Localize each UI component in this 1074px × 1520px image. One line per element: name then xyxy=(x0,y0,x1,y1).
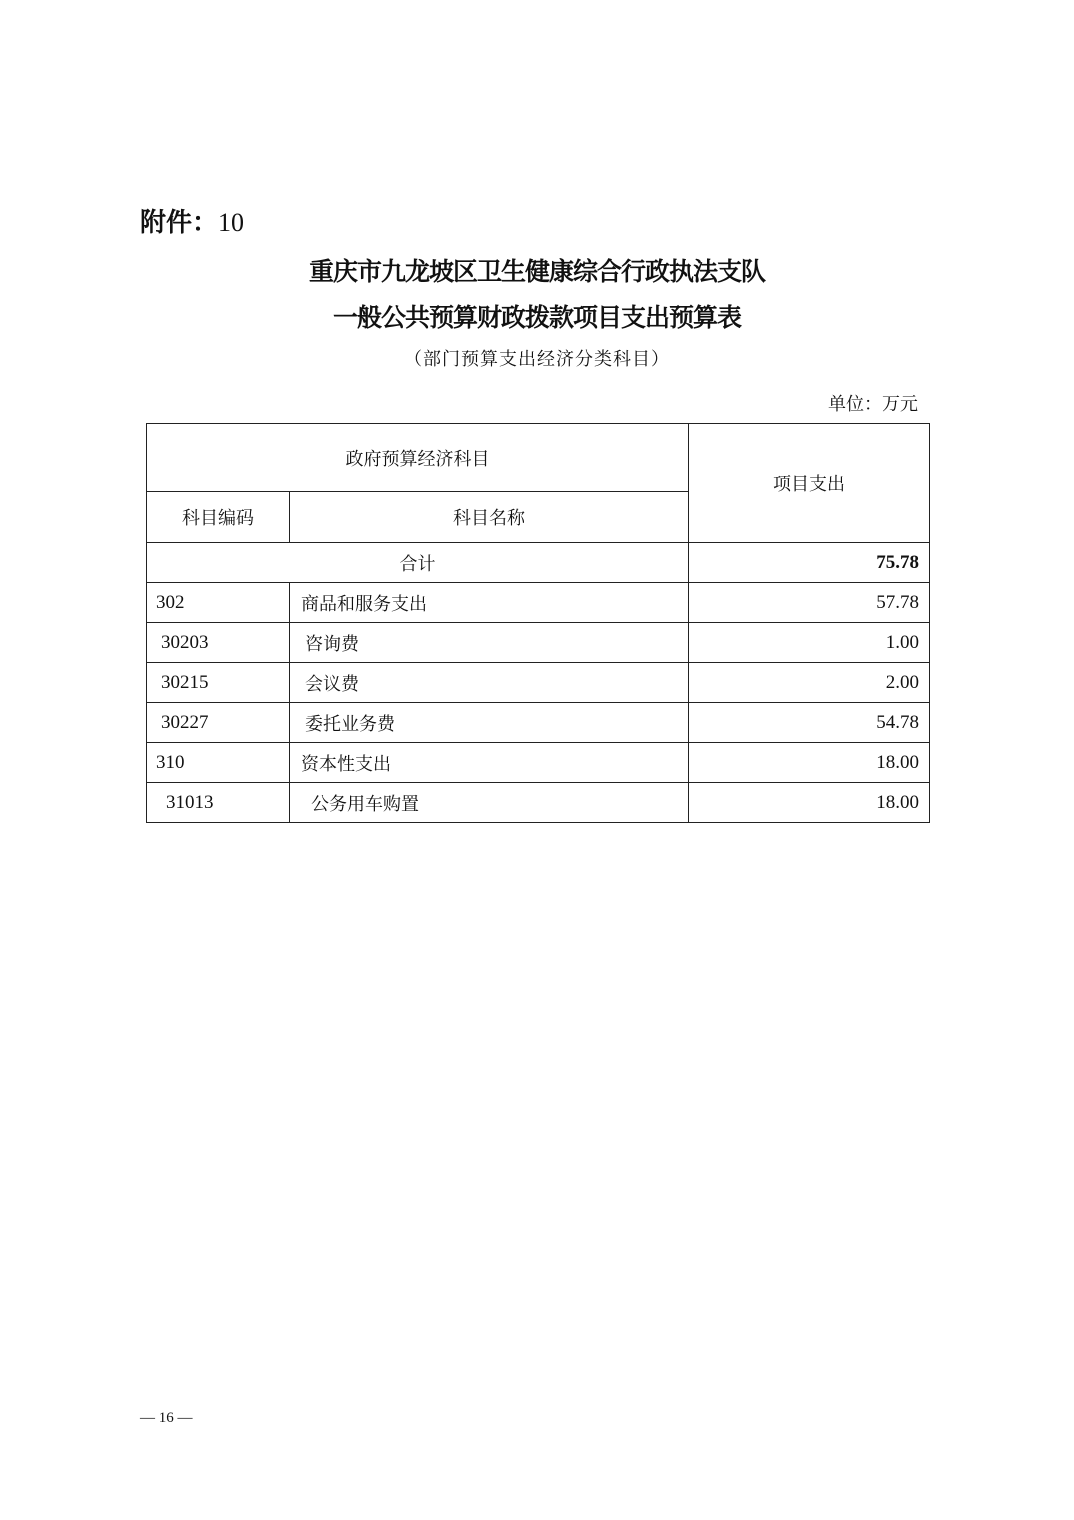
document-title-line-1: 重庆市九龙坡区卫生健康综合行政执法支队 xyxy=(308,257,765,286)
header-economic-subject: 政府预算经济科目 xyxy=(147,424,689,492)
project-amount: 18.00 xyxy=(689,783,930,823)
total-amount: 75.78 xyxy=(689,543,930,583)
attachment-label xyxy=(140,203,244,243)
document-title-line-2: 一般公共预算财政拨款项目支出预算表 xyxy=(332,303,741,332)
document-subtitle: （部门预算支出经济分类科目） xyxy=(404,349,670,370)
table-row xyxy=(147,703,930,743)
project-amount: 57.78 xyxy=(689,583,930,623)
subject-name: 公务用车购置 xyxy=(290,783,689,823)
header-subject-code: 科目编码 xyxy=(147,492,290,543)
table-row xyxy=(147,743,930,783)
subject-name: 会议费 xyxy=(290,663,689,703)
table-row xyxy=(147,663,930,703)
header-row-group xyxy=(147,424,930,492)
total-label: 合计 xyxy=(147,543,689,583)
table-row xyxy=(147,623,930,663)
subject-code: 30215 xyxy=(147,663,290,703)
budget-table xyxy=(146,423,930,823)
subject-name: 资本性支出 xyxy=(290,743,689,783)
subject-code: 302 xyxy=(147,583,290,623)
subject-name: 商品和服务支出 xyxy=(290,583,689,623)
subject-name: 咨询费 xyxy=(290,623,689,663)
unit-label: 单位：万元 xyxy=(828,394,918,415)
total-row xyxy=(147,543,930,583)
project-amount: 1.00 xyxy=(689,623,930,663)
subject-code: 30227 xyxy=(147,703,290,743)
header-subject-name: 科目名称 xyxy=(290,492,689,543)
page-number: — 16 — xyxy=(140,1410,193,1426)
subject-code: 30203 xyxy=(147,623,290,663)
header-project-expenditure: 项目支出 xyxy=(689,424,930,543)
subject-code: 31013 xyxy=(147,783,290,823)
attachment-number: 10 xyxy=(218,208,245,237)
subject-name: 委托业务费 xyxy=(290,703,689,743)
project-amount: 18.00 xyxy=(689,743,930,783)
table-row xyxy=(147,783,930,823)
subject-code: 310 xyxy=(147,743,290,783)
attachment-prefix: 附件： xyxy=(140,208,219,238)
table-row xyxy=(147,583,930,623)
project-amount: 54.78 xyxy=(689,703,930,743)
project-amount: 2.00 xyxy=(689,663,930,703)
